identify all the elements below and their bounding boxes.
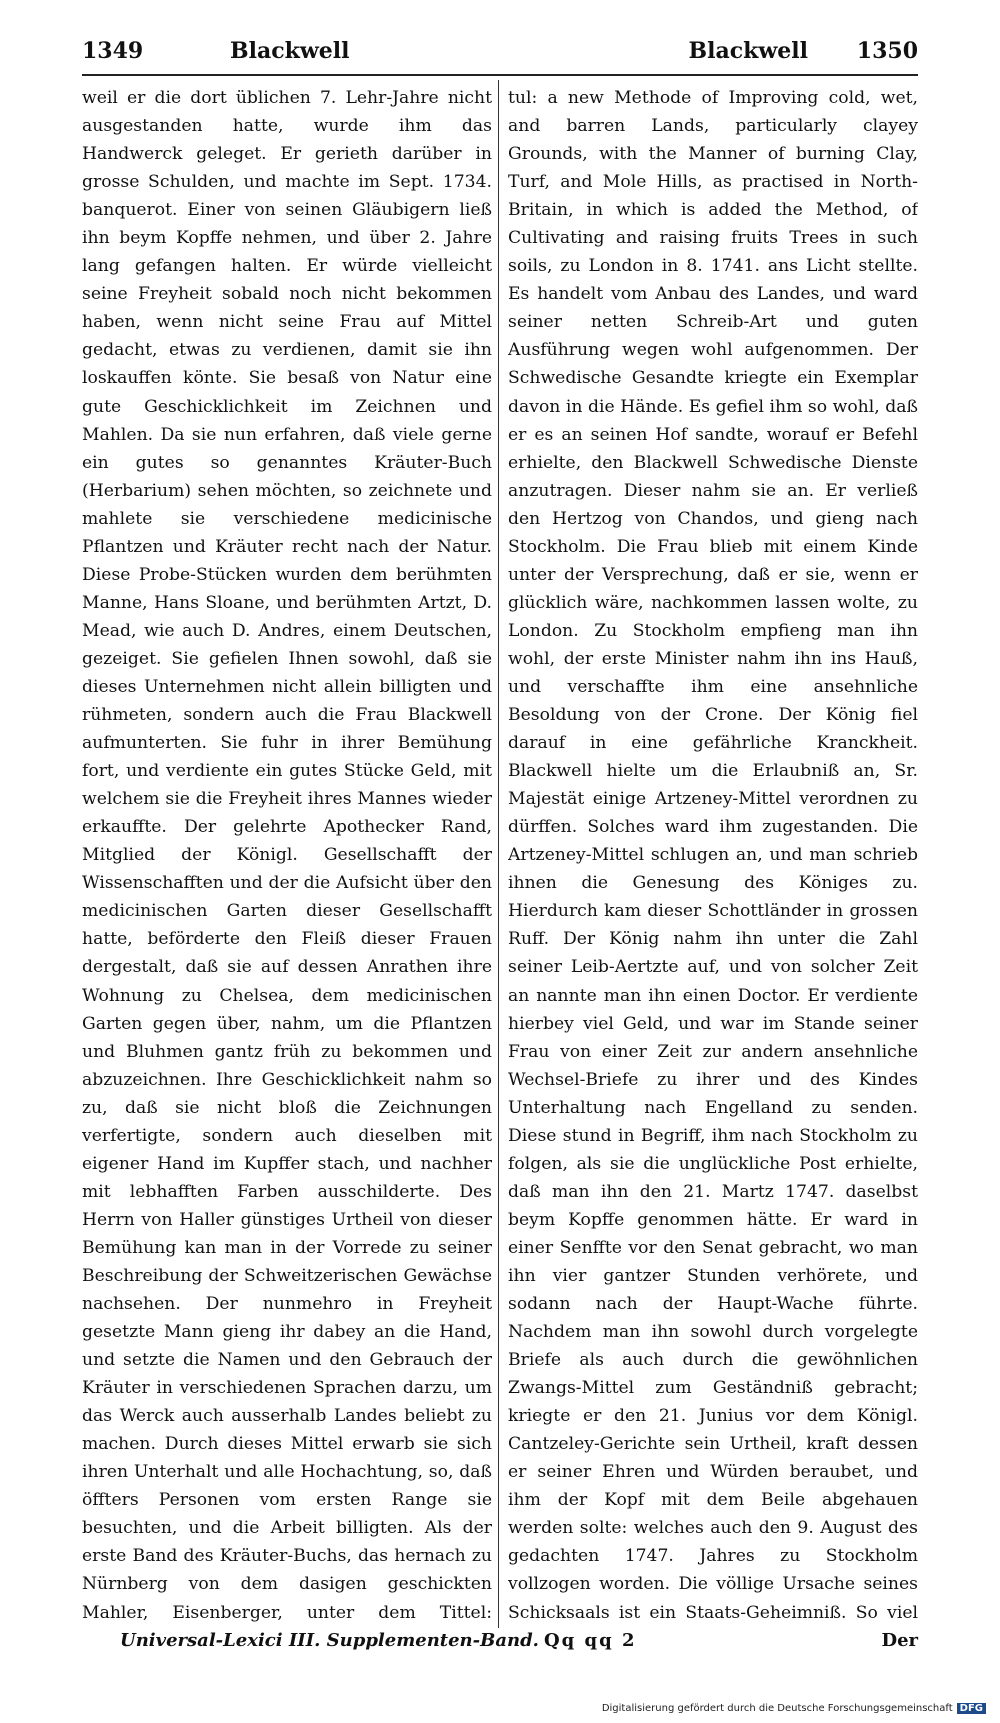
catchword-left: Blackwell: [230, 38, 350, 64]
footer-title: Universal-Lexici III. Supplementen-Band.: [120, 1630, 539, 1651]
signature-mark: Qq qq 2: [544, 1630, 637, 1651]
page-number-left: 1349: [82, 38, 144, 64]
page-footer: [82, 1630, 918, 1660]
column-text: tul: a new Methode of Improving cold, wet, and barren Lands, particularly clayey Grounds, with the Manner of burning Clay, Turf, and Mole Hills, as practised in North-Britain, in which is added the Method, of Cultivating and raising fruits Trees in such soils, zu London in 8. 1741. ans Licht stellte. Es handelt vom Anbau des Landes, und ward seiner netten Schreib-Art und guten Ausführung wegen wohl aufgenommen. Der Schwedische Gesandte kriegte ein Exemplar davon in die Hände. Es gefiel ihm so wohl, daß er es an seinen Hof sandte, worauf er Befehl erhielte, den Blackwell Schwedische Dienste anzutragen. Dieser nahm sie an. Er verließ den Hertzog von Chandos, und gieng nach Stockholm. Die Frau blieb mit einem Kinde unter der Versprechung, daß er sie, wenn er glücklich wäre, nachkommen lassen wolte, zu London. Zu Stockholm empfieng man ihn wohl, der erste Minister nahm ihn ins Hauß, und verschaffte ihm eine ansehnliche Besoldung von der Crone. Der König fiel darauf in eine gefährliche Kranckheit. Blackwell hielte um die Erlaubniß an, Sr. Majestät einige Artzeney-Mittel verordnen zu dürffen. Solches ward ihm zugestanden. Die Artzeney-Mittel schlugen an, und man schrieb ihnen die Genesung des Königes zu. Hierdurch kam dieser Schottländer in grossen Ruff. Der König nahm ihn unter die Zahl seiner Leib-Aertzte auf, und von solcher Zeit an nannte man ihn einen Doctor. Er verdiente hierbey viel Geld, und war im Stande seiner Frau von einer Zeit zur andern ansehnliche Wechsel-Briefe zu ihrer und des Kindes Unterhaltung nach Engelland zu senden. Diese stund in Begriff, ihm nach Stockholm zu folgen, als sie die unglückliche Post erhielte, daß man ihn den 21. Martz 1747. daselbst beym Kopffe genommen hätte. Er ward in einer Senffte vor den Senat gebracht, wo man ihn vier gantzer Stunden verhörete, und sodann nach der Haupt-Wache führte. Nachdem man ihn sowohl durch vorgelegte Briefe als auch durch die gewöhnlichen Zwangs-Mittel zum Geständniß gebracht; kriegte er den 21. Junius vor dem Königl. Cantzeley-Gerichte sein Urtheil, kraft dessen er seiner Ehren und Würden beraubet, und ihm der Kopf mit dem Beile abgehauen werden solte: welches auch den 9. August des gedachten 1747. Jahres zu Stockholm vollzogen worden. Die völlige Ursache seines Schicksaals ist ein Staats-Geheimniß. So viel: [508, 88, 918, 1623]
dfg-logo: DFG: [957, 1703, 986, 1714]
catchword-right: Blackwell: [688, 38, 808, 64]
text-column-left: [82, 84, 492, 1624]
column-divider: [498, 80, 499, 1628]
credit-text: Digitalisierung gefördert durch die Deutsche Forschungsgemeinschaft: [601, 1703, 953, 1714]
text-column-right: [508, 84, 918, 1624]
column-text: weil er die dort üblichen 7. Lehr-Jahre nicht ausgestanden hatte, wurde ihm das Handwerck geleget. Er gerieth darüber in grosse Schulden, und machte im Sept. 1734. banquerot. Einer von seinen Gläubigern ließ ihn beym Kopffe nehmen, und über 2. Jahre lang gefangen halten. Er würde vielleicht seine Freyheit sobald noch nicht bekommen haben, wenn nicht seine Frau auf Mittel gedacht, etwas zu verdienen, damit sie ihn loskauffen könte. Sie besaß von Natur eine gute Geschicklichkeit im Zeichnen und Mahlen. Da sie nun erfahren, daß viele gerne ein gutes so genanntes Kräuter-Buch (Herbarium) sehen möchten, so zeichnete und mahlete sie verschiedene medicinische Pflantzen und Kräuter recht nach der Natur. Diese Probe-Stücken wurden dem berühmten Manne, Hans Sloane, und berühmten Artzt, D. Mead, wie auch D. Andres, einem Deutschen, gezeiget. Sie gefielen Ihnen sowohl, daß sie dieses Unternehmen nicht allein billigten und rühmeten, sondern auch die Frau Blackwell aufmunterten. Sie fuhr in ihrer Bemühung fort, und verdiente ein gutes Stücke Geld, mit welchem sie die Freyheit ihres Mannes wieder erkauffte. Der gelehrte Apothecker Rand, Mitglied der Königl. Gesellschafft der Wissenschafften und der die Aufsicht über den medicinischen Garten dieser Gesellschafft hatte, beförderte den Fleiß dieser Frauen dergestalt, daß sie auf dessen Anrathen ihre Wohnung zu Chelsea, dem medicinischen Garten gegen über, nahm, um die Pflantzen und Bluhmen gantz früh zu bekommen und abzuzeichnen. Ihre Geschicklichkeit nahm so zu, daß sie nicht bloß die Zeichnungen verfertigte, sondern auch dieselben mit eigener Hand im Kupffer stach, und nachher mit lebhafften Farben ausschilderte. Des Herrn von Haller günstiges Urtheil von dieser Bemühung kan man in der Vorrede zu seiner Beschreibung der Schweitzerischen Gewächse nachsehen. Der nunmehro in Freyheit gesetzte Mann gieng ihr dabey an die Hand, und setzte die Namen und den Gebrauch der Kräuter in verschiedenen Sprachen darzu, um das Werck auch ausserhalb Landes beliebt zu machen. Durch dieses Mittel erwarb sie sich ihren Unterhalt und alle Hochachtung, so, daß öffters Personen vom ersten Range sie besuchten, und die Arbeit billigten. Als der erste Band des Kräuter-Buchs, das hernach zu Nürnberg von dem dasigen geschickten Mahler, Eisenberger, unter dem Tittel:: [82, 88, 492, 1623]
catchword-next: Der: [881, 1630, 918, 1651]
running-header: [82, 34, 918, 76]
page-number-right: 1350: [856, 38, 918, 64]
digitization-credit: [602, 1703, 986, 1714]
